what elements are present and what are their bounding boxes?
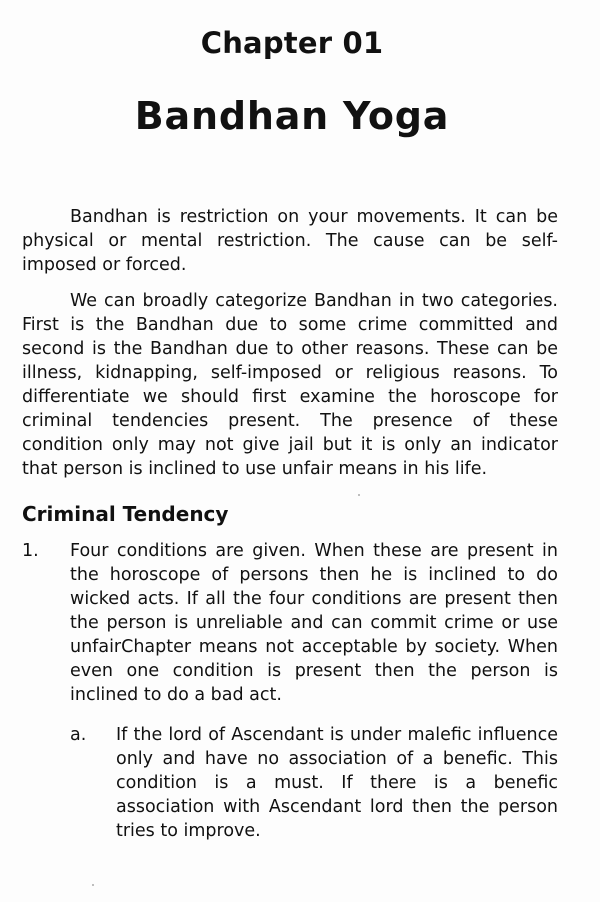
chapter-title: Bandhan Yoga <box>134 94 450 138</box>
list-item <box>22 539 558 707</box>
list-item-text: Four conditions are given. When these are present in the horoscope of persons then he is inclined to do wicked acts. If all the four conditions are present then the person is unreliable and can commit crime or use unfairChapter means not acceptable by society. When even one condition is present then the person is inclined to do a bad act. <box>70 541 558 705</box>
paragraph-intro: Bandhan is restriction on your movements. It can be physical or mental restriction. The cause can be self-imposed or forced. <box>22 207 558 275</box>
section-heading: Criminal Tendency <box>22 502 229 526</box>
sub-list-item <box>22 723 558 843</box>
scan-speck <box>358 494 360 496</box>
scan-speck <box>92 884 94 886</box>
list-item-marker: 1. <box>22 541 39 561</box>
sub-list-item-text: If the lord of Ascendant is under malefic influence only and have no association of a benefic. This condition is a must. If there is a benefic association with Ascendant lord then the person tries to improve. <box>116 725 558 841</box>
sub-list-item-marker: a. <box>70 725 87 745</box>
chapter-number: Chapter 01 <box>200 26 384 60</box>
paragraph-categories: We can broadly categorize Bandhan in two categories. First is the Bandhan due to some crime committed and second is the Bandhan due to other reasons. These can be illness, kidnapping, self-imposed or religious reasons. To differentiate we should first examine the horoscope for criminal tendencies present. The presence of these condition only may not give jail but it is only an indicator that person is inclined to use unfair means in his life. <box>22 291 558 479</box>
